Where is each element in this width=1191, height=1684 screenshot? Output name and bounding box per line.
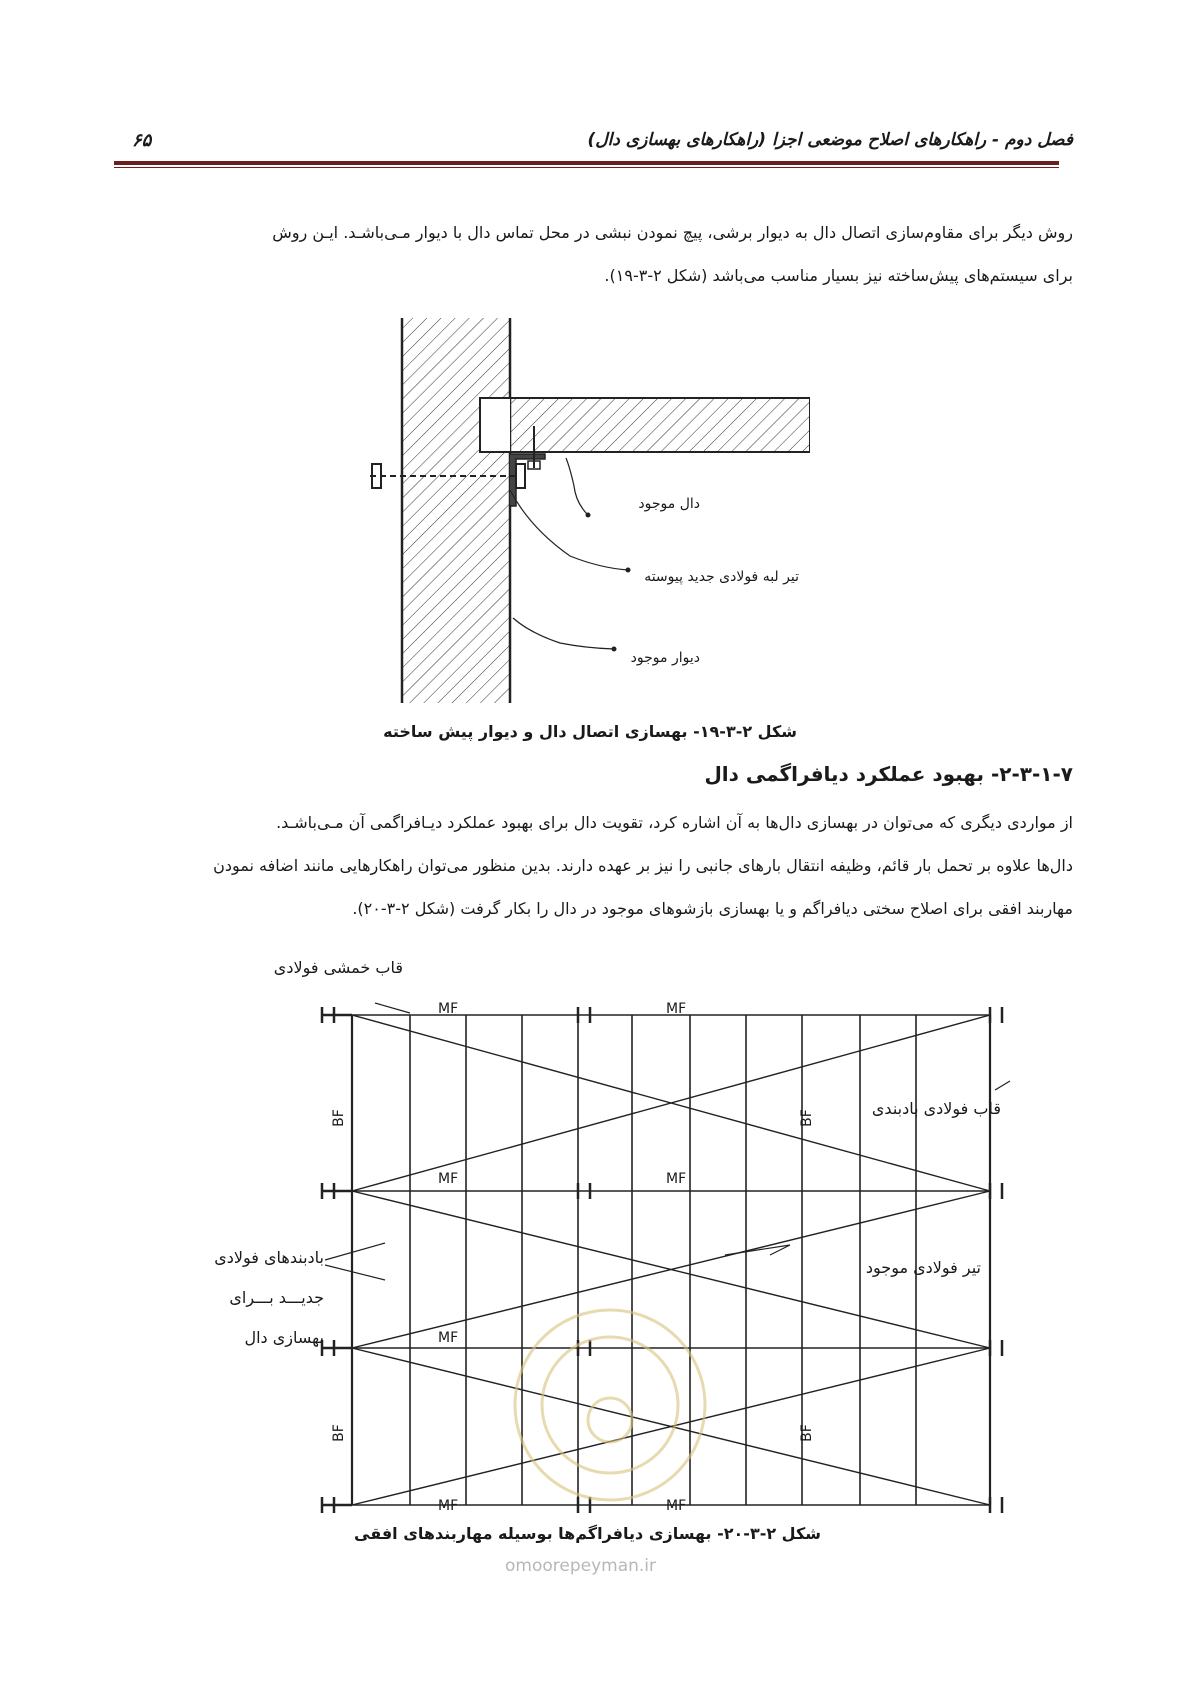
label-new-edge-beam: تیر لبه فولادی جدید پیوسته xyxy=(644,569,799,585)
page-number: ۶۵ xyxy=(132,130,152,151)
bf-label: BF xyxy=(330,1109,347,1127)
bf-label: BF xyxy=(798,1424,815,1442)
paragraph-line: روش دیگر برای مقاوم‌سازی اتصال دال به دیوار برشی، پیچ نمودن نبشی در محل تماس دال با دیوار مـی‌باشـد. ایـن روش xyxy=(272,223,1073,242)
label-new-braces-line3: بهسازی دال xyxy=(244,1328,324,1347)
leader-slab xyxy=(566,458,588,515)
mf-label: MF xyxy=(666,1171,687,1187)
mf-label: MF xyxy=(438,1498,459,1514)
label-existing-beam: تیر فولادی موجود xyxy=(865,1258,981,1277)
bf-label: BF xyxy=(330,1424,347,1442)
wall-hatch xyxy=(402,318,510,703)
mf-label: MF xyxy=(438,1001,459,1017)
header-rule xyxy=(114,161,1059,165)
figure-1-caption: شکل ۲-۳-۱۹- بهسازی اتصال دال و دیوار پیش ساخته xyxy=(383,722,797,741)
label-arrows xyxy=(325,1003,1010,1280)
mf-label: MF xyxy=(666,1498,687,1514)
paragraph-line: دال‌ها علاوه بر تحمل بار قائم، وظیفه انتقال بارهای جانبی را نیز بر عهده دارند. بدین منظور می‌توان راهکارهایی مانند اضافه نمودن xyxy=(213,856,1073,875)
label-moment-frame: قاب خمشی فولادی xyxy=(273,958,403,977)
label-existing-slab: دال موجود xyxy=(638,496,700,512)
label-new-braces-line2: جدیـــد بـــرای xyxy=(229,1288,324,1307)
label-braced-frame: قاب فولادی بادبندی xyxy=(871,1099,1001,1118)
leader-beam xyxy=(510,490,628,570)
paragraph-line: برای سیستم‌های پیش‌ساخته نیز بسیار مناسب می‌باشد (شکل ۲-۳-۱۹). xyxy=(604,266,1073,285)
figure-2-caption: شکل ۲-۳-۲۰- بهسازی دیافراگم‌ها بوسیله مهاربندهای افقی xyxy=(354,1524,821,1543)
label-new-braces: بادبندهای فولادی xyxy=(214,1248,324,1267)
watermark-seal xyxy=(515,1310,705,1500)
mf-label: MF xyxy=(438,1171,459,1187)
mf-label: MF xyxy=(438,1330,459,1346)
section-heading: ۲-۳-۱-۷- بهبود عملکرد دیافراگمی دال xyxy=(704,762,1073,786)
figure-horizontal-bracing-plan xyxy=(180,955,1050,1515)
leader-wall xyxy=(513,618,614,649)
chapter-title: فصل دوم - راهکارهای اصلاح موضعی اجزا (راهکارهای بهسازی دال) xyxy=(587,130,1073,150)
header-rule-thin xyxy=(114,167,1059,168)
paragraph-line: از مواردی دیگری که می‌توان در بهسازی دال‌ها به آن اشاره کرد، تقویت دال برای بهبود عملکرد دیـافراگمی آن مـی‌باشـد. xyxy=(276,813,1073,832)
paragraph-1 xyxy=(128,211,1073,297)
paragraph-line: مهاربند افقی برای اصلاح سختی دیافراگم و یا بهسازی بازشوهای موجود در دال را بکار گرفت (شکل ۲-۳-۲۰). xyxy=(352,899,1073,918)
slab-hatch xyxy=(480,398,810,452)
label-existing-wall: دیوار موجود xyxy=(630,650,700,666)
bf-label: BF xyxy=(798,1109,815,1127)
mf-label: MF xyxy=(666,1001,687,1017)
watermark-url: omoorepeyman.ir xyxy=(505,1556,657,1576)
figure-slab-wall-connection xyxy=(370,318,810,703)
paragraph-2 xyxy=(128,801,1073,930)
